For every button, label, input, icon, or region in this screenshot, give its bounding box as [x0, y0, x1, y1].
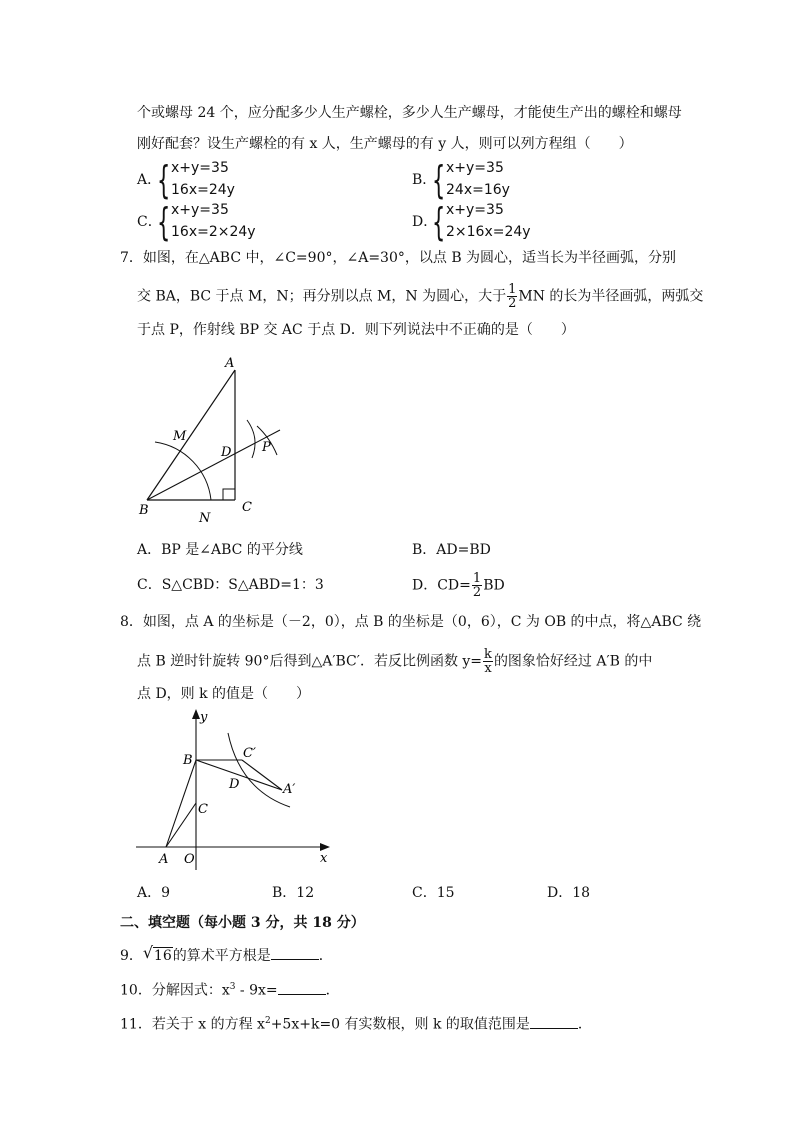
q7-line1: 7．如图，在△ABC 中，∠C=90°，∠A=30°，以点 B 为圆心，适当长为半径画弧，分别	[120, 250, 677, 266]
q7-line3: 于点 P，作射线 BP 交 AC 于点 D．则下列说法中不正确的是（ ）	[137, 322, 575, 338]
label-d: D	[229, 777, 240, 792]
brace-icon: {	[157, 200, 171, 244]
q6-option-d-label: D．	[412, 214, 438, 230]
q7-option-b: B．AD=BD	[412, 542, 491, 558]
q8-option-a: A．9	[137, 885, 171, 901]
q8-line3: 点 D，则 k 的值是（ ）	[137, 686, 311, 702]
q6-line2: 刚好配套？设生产螺栓的有 x 人，生产螺母的有 y 人，则可以列方程组（ ）	[137, 136, 633, 152]
q9: 9． √ 16的算术平方根是 ．	[120, 943, 333, 964]
q10: 10．分解因式：$x^3 - 9x=$ ．	[120, 977, 340, 1001]
q7-option-c: C．S△CBD：S△ABD=1：3	[137, 577, 324, 593]
label-p: P	[262, 440, 271, 455]
q7-line2: 交 BA，BC 于点 M，N；再分别以点 M，N 为圆心，大于 $\frac{1}{2}$ MN 的长为半径画弧，两弧交	[137, 282, 704, 311]
label-b: B	[183, 753, 193, 768]
label-c-prime: C′	[243, 746, 256, 761]
label-a-prime: A′	[283, 782, 296, 797]
label-m: M	[173, 429, 187, 444]
fraction: $\frac{1}{2}$	[472, 571, 482, 600]
q6-option-a-label: A．	[137, 172, 162, 188]
fraction: $\frac{1}{2}$	[508, 282, 517, 311]
q8-line2: 点 B 逆时针旋转 90°后得到△A′BC′．若反比例函数 y= $\frac{k}{x}$ 的图象恰好经过 A′B 的中	[137, 647, 653, 676]
q8-option-c: C．15	[412, 885, 455, 901]
q6-option-c-label: C．	[137, 214, 162, 230]
q8-option-d: D．18	[547, 885, 591, 901]
label-o: O	[184, 852, 195, 867]
label-d: D	[221, 445, 232, 460]
brace-icon: {	[432, 200, 446, 244]
q8-coordinate-figure	[132, 705, 342, 875]
q11: 11．若关于 x 的方程 $x^2+5x+k=0$ 有实数根，则 k 的取值范围是 ．	[120, 1011, 592, 1035]
answer-blank[interactable]	[271, 945, 319, 960]
answer-blank[interactable]	[278, 980, 326, 995]
label-c: C	[198, 802, 208, 817]
q7-option-d: D．CD= $\frac{1}{2}$ BD	[412, 571, 505, 600]
sqrt-icon: √ 16	[142, 943, 172, 964]
label-a: A	[159, 852, 169, 867]
q8-option-b: B．12	[272, 885, 315, 901]
q6-line1: 个或螺母 24 个，应分配多少人生产螺栓，多少人生产螺母，才能使生产出的螺栓和螺母	[137, 105, 682, 121]
label-n: N	[199, 511, 211, 526]
brace-icon: {	[432, 158, 446, 202]
label-a: A	[225, 356, 235, 371]
label-x: x	[320, 851, 328, 866]
q8-line1: 8．如图，点 A 的坐标是（－2，0），点 B 的坐标是（0，6），C 为 OB 的中点，将△ABC 绕	[120, 614, 702, 630]
label-c: C	[242, 500, 252, 515]
label-y: y	[200, 710, 208, 725]
brace-icon: {	[157, 158, 171, 202]
label-b: B	[139, 503, 149, 518]
q6-option-b-label: B．	[412, 172, 437, 188]
q7-option-a: A．BP 是∠ABC 的平分线	[137, 542, 303, 558]
q7-triangle-figure	[135, 350, 305, 530]
answer-blank[interactable]	[530, 1014, 578, 1029]
fraction: $\frac{k}{x}$	[484, 647, 492, 676]
section-heading: 二、填空题（每小题 3 分，共 18 分）	[120, 915, 365, 931]
